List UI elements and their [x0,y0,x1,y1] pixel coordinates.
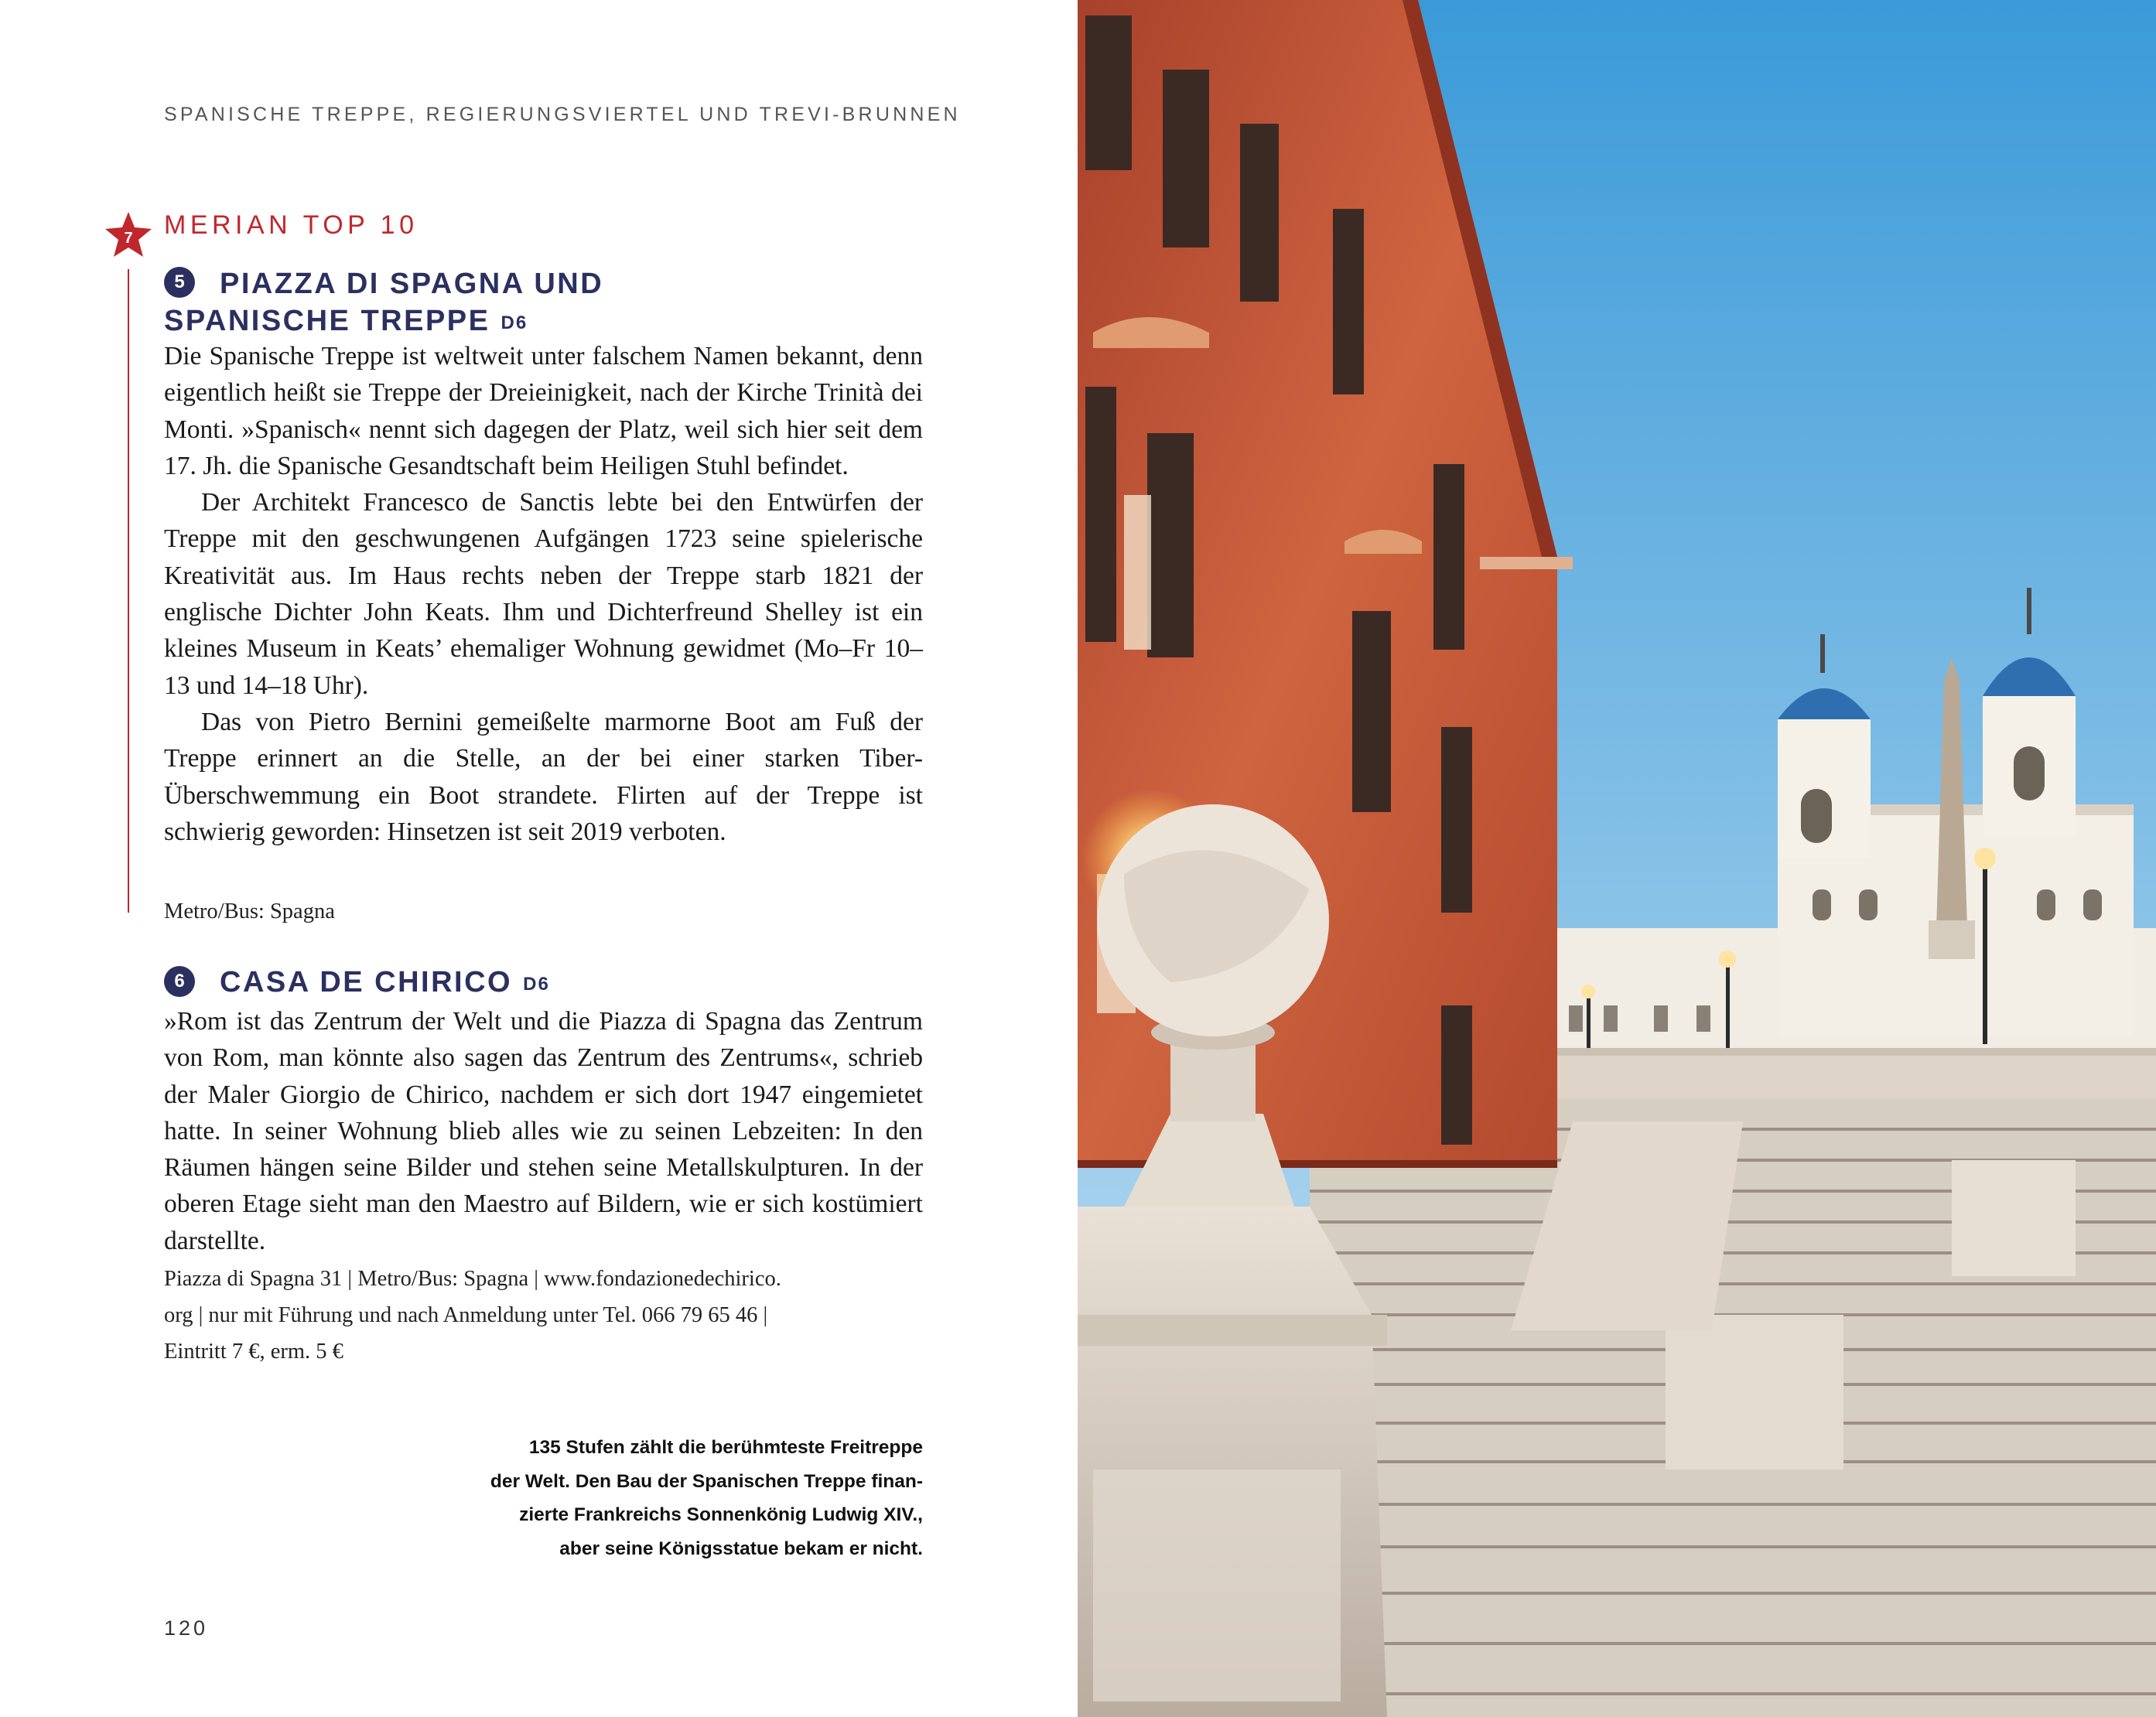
caption-line: der Welt. Den Bau der Spanischen Treppe finan- [490,1470,923,1492]
entry-info-line: org | nur mit Führung und nach Anmeldung unter Tel. 066 79 65 46 | [164,1303,768,1327]
map-grid-reference: D6 [523,974,550,995]
top10-label: MERIAN TOP 10 [164,210,419,240]
entry-title-line [220,964,550,1003]
entry-title-text: SPANISCHE TREPPE [164,305,490,337]
spanish-steps-photo [1078,0,2156,1717]
map-grid-reference: D6 [501,312,528,333]
entry-title-text: CASA DE CHIRICO [220,966,513,998]
running-head: SPANISCHE TREPPE, REGIERUNGSVIERTEL UND TREVI-BRUNNEN [164,104,961,125]
caption-line: aber seine Königsstatue bekam er nicht. [559,1538,923,1559]
top10-badge-number: 7 [124,230,133,247]
paragraph: Das von Pietro Bernini gemeißelte marmorne Boot am Fuß der Treppe erinnert an die Stelle, an der bei einer starken Tiber-Überschwemmung ein Boot strandete. Flirten auf der Treppe ist schwierig geworden: Hinsetzen ist seit 2019 verboten. [164,707,923,846]
caption-line: 135 Stufen zählt die berühmteste Freitreppe [528,1437,923,1458]
spanish-steps [1310,1098,2156,1717]
entry-title: PIAZZA DI SPAGNA UND [220,268,604,300]
paragraph: Die Spanische Treppe ist weltweit unter falschem Namen bekannt, denn eigentlich heißt sie Treppe der Dreieinigkeit, nach der Kirche Trinità dei Monti. »Spanisch« nennt sich dagegen der Platz, weil sich hier seit dem 17. Jh. die Spanische Gesandtschaft beim Heiligen Stuhl befindet. [164,342,923,480]
entry-number-badge: 6 [164,966,195,997]
page-number: 120 [164,1616,209,1640]
entry-number-badge: 5 [164,267,195,298]
entry-body [164,338,923,850]
paragraph: Der Architekt Francesco de Sanctis lebte bei den Entwürfen der Treppe mit den geschwungenen Aufgängen 1723 seine spielerische Kreativität aus. Im Haus rechts neben der Treppe starb 1821 der englische Dichter John Keats. Ihm und Dichterfreund Shelley ist ein kleines Museum in Keats’ ehemaliger Wohnung gewidmet (Mo–Fr 10–13 und 14–18 Uhr). [164,488,923,700]
entry-title-line2 [164,302,528,342]
caption-line: zierte Frankreichs Sonnenkönig Ludwig XIV., [519,1504,923,1525]
photo-caption [418,1431,923,1565]
entry-info-line: Piazza di Spagna 31 | Metro/Bus: Spagna | www.fondazionedechirico. [164,1267,781,1291]
star-icon [104,210,153,260]
entry-info-line: Eintritt 7 €, erm. 5 € [164,1340,343,1364]
entry-body [164,1003,923,1259]
photo-illustration [1078,0,2156,1717]
paragraph: »Rom ist das Zentrum der Welt und die Piazza di Spagna das Zentrum von Rom, man könnte also sagen das Zentrum des Zentrums«, schrieb der Maler Giorgio de Chirico, nachdem er sich dort 1947 eingemietet hatte. In seiner Wohnung blieb alles wie zu seinen Lebzeiten: In den Räumen hängen seine Bilder und stehen seine Metallskulpturen. In der oberen Etage sieht man den Maestro auf Bildern, wie er sich kostümiert darstellte. [164,1007,923,1255]
top10-rule [128,269,129,913]
entry-info: Metro/Bus: Spagna [164,899,335,923]
